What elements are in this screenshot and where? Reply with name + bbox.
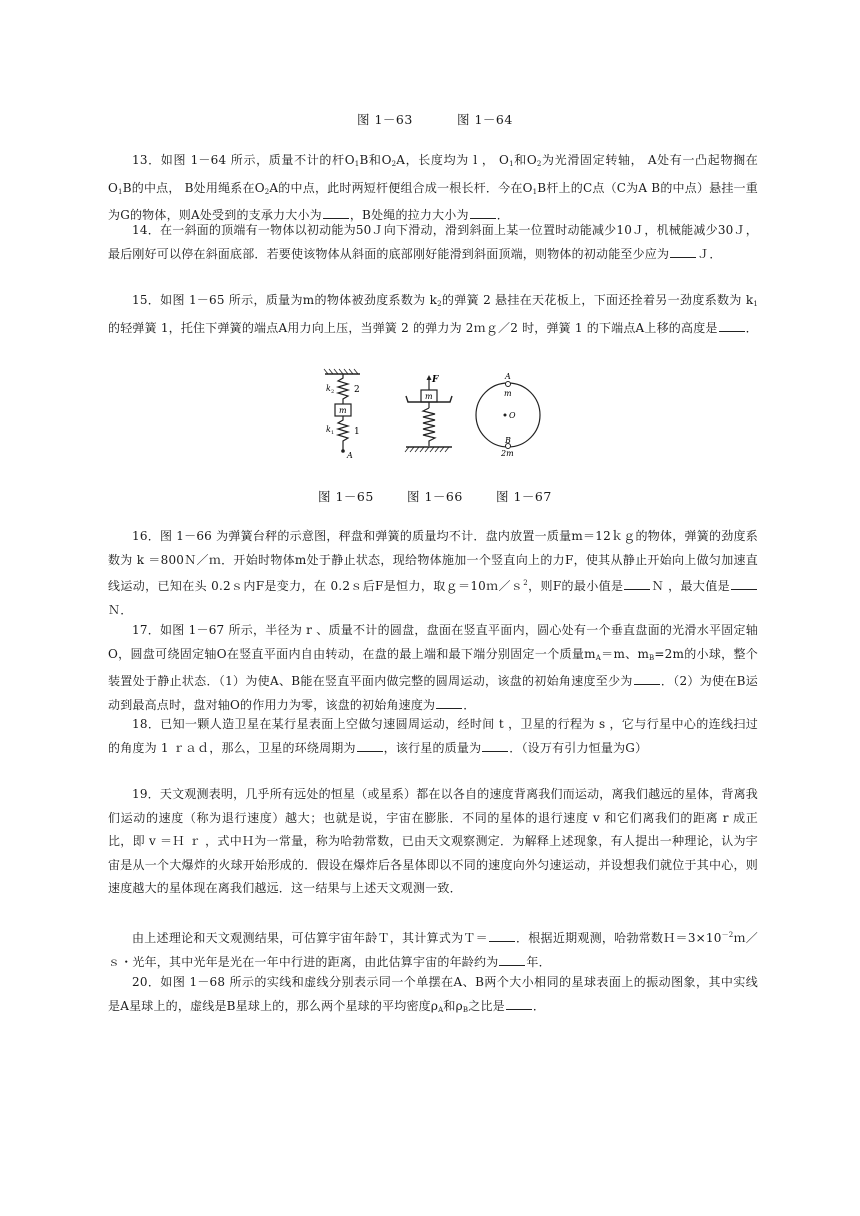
svg-text:2: 2 bbox=[354, 385, 360, 395]
caption-fig-1-67: 图 1－67 bbox=[496, 489, 552, 504]
answer-blank[interactable] bbox=[731, 577, 757, 590]
svg-text:A: A bbox=[347, 451, 353, 460]
caption-fig-1-65: 图 1－65 bbox=[318, 489, 374, 504]
answer-blank[interactable] bbox=[670, 245, 696, 258]
answer-blank[interactable] bbox=[482, 739, 508, 752]
answer-blank[interactable] bbox=[489, 929, 515, 942]
figure-1-65 bbox=[320, 368, 370, 468]
question-14: 14．在一斜面的顶端有一物体以初动能为50Ｊ向下滑动，滑到斜面上某一位置时动能减少10Ｊ，机械能减少30Ｊ，最后刚好可以停在斜面底部．若要使该物体从斜面的底部刚好能滑到斜面顶端，则物体的初动能至少应为 Ｊ． bbox=[108, 223, 758, 261]
answer-blank[interactable] bbox=[506, 997, 532, 1010]
question-19: 19．天文观测表明，几乎所有远处的恒星（或星系）都在以各自的速度背离我们而运动，离我们越远的星体，背离我们运动的速度（称为退行速度）越大；也就是说，宇宙在膨胀．不同的星体的退行速度 v 和它们离我们的距离 r 成正比，即 v ＝Ｈ ｒ ，式中Ｈ为一常量，称为哈勃常数，已由天文观察测定．为解释上述现象，有人提出一种理论，认为宇宙是从一个大爆炸的火球开始形成的．假设在爆炸后各星体即以不同的速度向外匀速运动，并设想我们就位于其中心，则速度越大的星体现在离我们越远．这一结果与上述天文观测一致． bbox=[108, 787, 758, 895]
question-18: 18．已知一颗人造卫星在某行星表面上空做匀速圆周运动，经时间 t ，卫星的行程为 s ，它与行星中心的连线扫过的角度为 1 ｒａｄ，那么，卫星的环绕周期为 ，该行星的质量为 ．（设万有引力恒量为G） bbox=[108, 717, 758, 755]
svg-text:2: 2 bbox=[331, 389, 335, 395]
label-F: F bbox=[432, 375, 439, 385]
svg-text:B: B bbox=[505, 436, 511, 445]
figure-1-66 bbox=[400, 374, 458, 464]
figure-1-67 bbox=[470, 370, 550, 465]
label-k1: k bbox=[326, 425, 331, 434]
question-15: 15．如图 1－65 所示，质量为m的物体被劲度系数为 $k_2$的弹簧 2 悬挂在天花板上，下面还拴着另一劲度系数为 $k_1$的轻弹簧 1，托住下弹簧的端点A用力向上压，当弹簧 2 的弹力为 2ｍｇ／2 时，弹簧 1 的下端点A上移的高度是 ． bbox=[108, 293, 758, 335]
svg-text:1: 1 bbox=[354, 427, 360, 437]
svg-text:O: O bbox=[509, 411, 516, 420]
caption-fig-1-63: 图 1－63 bbox=[357, 112, 413, 127]
svg-text:m: m bbox=[425, 392, 433, 401]
svg-text:A: A bbox=[505, 372, 511, 381]
answer-blank[interactable] bbox=[357, 739, 383, 752]
caption-fig-1-64: 图 1－64 bbox=[457, 112, 513, 127]
question-19-continued: 由上述理论和天文观测结果，可估算宇宙年龄Ｔ，其计算式为Ｔ＝ ．根据近期观测，哈勃常数$H=3\times 10^{-2}m/s$・光年，其中光年是光在一年中行进的距离，由此估算宇宙的年龄约为 年． bbox=[108, 931, 758, 969]
svg-text:2m: 2m bbox=[501, 449, 514, 458]
label-k2: k bbox=[326, 384, 331, 393]
answer-blank[interactable] bbox=[323, 206, 349, 219]
question-17: 17．如图 1－67 所示，半径为 r 、质量不计的圆盘，盘面在竖直平面内，圆心处有一个垂直盘面的光滑水平固定轴O，圆盘可绕固定轴O在竖直平面内自由转动，在盘的最上端和最下端分别固定一个质量$m_A=m$、$m_B=2m$的小球，整个装置处于静止状态．（1）为使A、B能在竖直平面内做完整的圆周运动，该盘的初始角速度至少为 ．（2）为使在B运动到最高点时，盘对轴O的作用力为零，该盘的初始角速度为 ． bbox=[108, 623, 758, 712]
question-13: 13．如图 1－64 所示，质量不计的杆$O_1B$和$O_2A$，长度均为 l ， $O_1$和$O_2$为光滑固定转轴， A处有一凸起物搁在$O_1B$的中点， B处用绳系在$O_2A$的中点，此时两短杆便组合成一根长杆．今在$O_1B$杆上的C点（C为A B的中点）悬挂一重为G的物体，则A处受到的支承力大小为 ，B处绳的拉力大小为 ． bbox=[108, 153, 759, 222]
answer-blank[interactable] bbox=[719, 319, 745, 332]
svg-text:1: 1 bbox=[331, 430, 335, 436]
caption-fig-1-66: 图 1－66 bbox=[407, 489, 463, 504]
answer-blank[interactable] bbox=[499, 953, 525, 966]
question-20: 20．如图 1－68 所示的实线和虚线分别表示同一个单摆在A、B两个大小相同的星球表面上的振动图象，其中实线是A星球上的，虚线是B星球上的，那么两个星球的平均密度$\rho_A$和$\rho_B$之比是 ． bbox=[108, 975, 758, 1014]
answer-blank[interactable] bbox=[436, 696, 462, 709]
answer-blank[interactable] bbox=[634, 672, 660, 685]
svg-text:m: m bbox=[504, 389, 512, 398]
answer-blank[interactable] bbox=[624, 577, 650, 590]
answer-blank[interactable] bbox=[470, 206, 496, 219]
svg-text:m: m bbox=[339, 406, 347, 415]
question-16: 16．图 1－66 为弹簧台秤的示意图，秤盘和弹簧的质量均不计．盘内放置一质量m＝12ｋｇ的物体，弹簧的劲度系数为 k ＝800Ｎ／ｍ．开始时物体m处于静止状态，现给物体施加一个竖直向上的力F，使其从静止开始向上做匀加速直线运动，已知在头 0.2ｓ内F是变力，在 0.2ｓ后F是恒力，取ｇ＝10ｍ／ｓ$^2$，则F的最小值是 Ｎ ，最大值是Ｎ． bbox=[108, 529, 758, 617]
